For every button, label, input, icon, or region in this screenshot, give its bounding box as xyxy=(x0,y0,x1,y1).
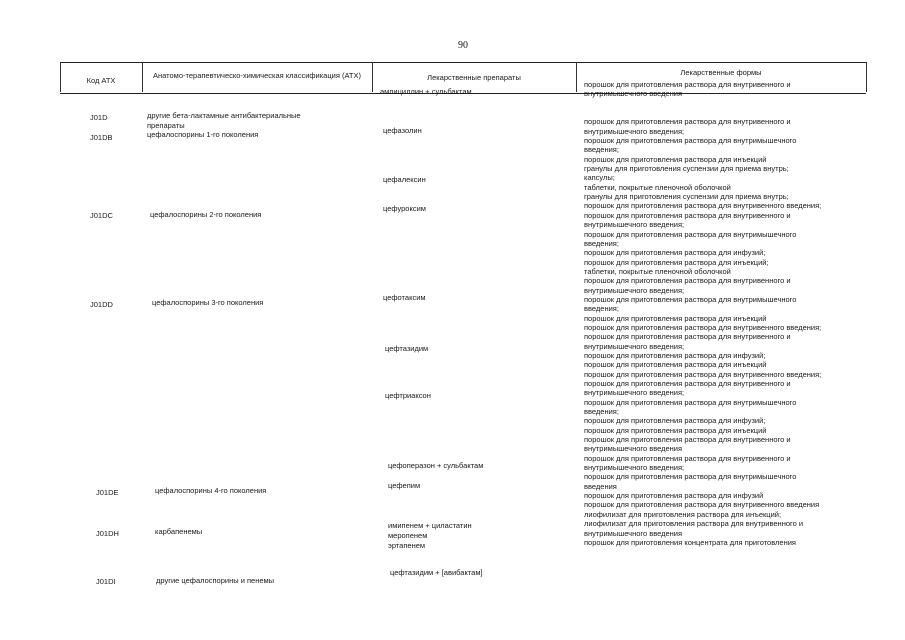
header-divider-class xyxy=(372,62,373,92)
form-line: порошок для приготовления раствора для инъекций xyxy=(584,154,767,164)
form-line: введения xyxy=(584,481,617,491)
page-number: 90 xyxy=(458,40,468,51)
drug-name: цефтазидим + [авибактам] xyxy=(390,568,483,577)
drug-name: цефепим xyxy=(388,481,421,490)
drug-name: меропенем xyxy=(388,531,428,540)
header-classification: Анатомо-терапевтическо-химическая классификация (АТХ) xyxy=(153,71,361,80)
atc-code: J01D xyxy=(90,113,108,122)
form-line: порошок для приготовления раствора для инъекций xyxy=(584,360,767,370)
form-line: гранулы для приготовления суспензии для приема внутрь; xyxy=(584,192,789,202)
form-line: порошок для приготовления раствора для внутримышечного xyxy=(584,294,797,304)
form-line: порошок для приготовления раствора для внутривенного введения; xyxy=(584,201,822,211)
dosage-forms-column xyxy=(584,80,821,547)
form-line: порошок для приготовления раствора для внутривенного введения; xyxy=(584,322,822,332)
drug-name: цефотаксим xyxy=(383,293,426,302)
form-line: порошок для приготовления раствора для инфузий; xyxy=(584,350,766,360)
atc-code: J01DB xyxy=(90,133,113,142)
form-line: введения; xyxy=(584,145,619,155)
form-line: порошок для приготовления раствора для внутримышечного xyxy=(584,397,797,407)
atc-class: цефалоспорины 4-го поколения xyxy=(155,486,267,495)
header-divider-left xyxy=(60,62,61,92)
drug-name: имипенем + циластатин xyxy=(388,521,472,530)
form-line: порошок для приготовления раствора для внутримышечного xyxy=(584,229,797,239)
drug-name: цефоперазон + сульбактам xyxy=(388,461,484,470)
atc-class: другие бета-лактамные антибактериальные xyxy=(147,111,301,120)
form-line: внутримышечного введения; xyxy=(584,463,685,473)
form-line xyxy=(584,108,821,117)
form-line: порошок для приготовления раствора для инфузий xyxy=(584,491,764,501)
atc-class: другие цефалоспорины и пенемы xyxy=(156,576,275,585)
form-line: порошок для приготовления раствора для инъекций; xyxy=(584,257,769,267)
atc-class: карбапенемы xyxy=(155,527,203,536)
form-line: внутримышечного введения; xyxy=(584,220,685,230)
form-line: внутримышечного введения; xyxy=(584,285,685,295)
form-line: лиофилизат для приготовления раствора для внутривенного и xyxy=(584,519,804,529)
atc-class: цефалоспорины 3-го поколения xyxy=(152,298,264,307)
atc-code: J01DC xyxy=(90,211,113,220)
form-line: порошок для приготовления раствора для внутривенного и xyxy=(584,332,791,342)
form-line: введения; xyxy=(584,304,619,314)
form-line: введения; xyxy=(584,407,619,417)
drug-name: цефтриаксон xyxy=(385,391,431,400)
form-line: порошок для приготовления раствора для внутривенного и xyxy=(584,276,791,286)
form-line: внутримышечного введения xyxy=(584,89,683,99)
form-line: порошок для приготовления раствора для внутривенного и xyxy=(584,80,791,89)
form-line: гранулы для приготовления суспензии для приема внутрь; xyxy=(584,164,789,174)
header-divider-code xyxy=(142,62,143,92)
form-line: внутримышечного введения xyxy=(584,528,683,538)
header-divider-right xyxy=(866,62,867,92)
atc-code: J01DI xyxy=(96,577,116,586)
form-line: таблетки, покрытые пленочной оболочкой xyxy=(584,266,731,276)
form-line: внутримышечного введения; xyxy=(584,126,685,136)
form-line: порошок для приготовления раствора для инъекций xyxy=(584,313,767,323)
form-line xyxy=(584,99,821,108)
form-line: порошок для приготовления раствора для внутривенного и xyxy=(584,210,791,220)
form-line: введения; xyxy=(584,238,619,248)
form-line: порошок для приготовления раствора для внутривенного введения; xyxy=(584,369,822,379)
form-line: таблетки, покрытые пленочной оболочкой xyxy=(584,182,731,192)
header-divider-drugs xyxy=(576,62,577,92)
atc-code: J01DE xyxy=(96,488,119,497)
form-line: внутримышечного введения; xyxy=(584,341,685,351)
drug-name: эртапенем xyxy=(388,541,426,550)
header-drugs: Лекарственные препараты xyxy=(427,73,521,82)
form-line: порошок для приготовления раствора для внутримышечного xyxy=(584,472,797,482)
header-code: Код АТХ xyxy=(86,76,116,85)
form-line: лиофилизат для приготовления раствора для инъекций; xyxy=(584,509,782,519)
form-line: порошок для приготовления раствора для инъекций xyxy=(584,425,767,435)
form-line: порошок для приготовления раствора для внутривенного и xyxy=(584,379,791,388)
drug-name: цефтазидим xyxy=(385,344,429,353)
header-forms: Лекарственные формы xyxy=(680,68,762,77)
form-line: порошок для приготовления раствора для внутривенного и xyxy=(584,435,791,445)
atc-class: цефалоспорины 2-го поколения xyxy=(150,210,262,219)
form-line: внутримышечного введения xyxy=(584,444,683,454)
form-line: внутримышечного введения; xyxy=(584,388,685,398)
form-line: порошок для приготовления раствора для инфузий; xyxy=(584,416,766,426)
atc-class: препараты xyxy=(147,121,185,130)
form-line: порошок для приготовления раствора для внутривенного введения xyxy=(584,500,820,510)
drug-name: ампициллин + сульбактам xyxy=(380,87,472,96)
drug-name: цефуроксим xyxy=(383,204,426,213)
atc-class: цефалоспорины 1-го поколения xyxy=(147,130,259,139)
form-line: порошок для приготовления раствора для внутривенного и xyxy=(584,453,791,463)
form-line: порошок для приготовления раствора для инфузий; xyxy=(584,248,766,258)
form-line: порошок для приготовления раствора для внутривенного и xyxy=(584,117,791,127)
form-line: капсулы; xyxy=(584,173,615,183)
drug-name: цефалексин xyxy=(383,175,426,184)
form-line: порошок для приготовления раствора для внутримышечного xyxy=(584,136,797,146)
drug-name: цефазолин xyxy=(383,126,422,135)
atc-code: J01DD xyxy=(90,300,113,309)
atc-code: J01DH xyxy=(96,529,119,538)
form-line: порошок для приготовления концентрата для приготовления xyxy=(584,537,796,547)
